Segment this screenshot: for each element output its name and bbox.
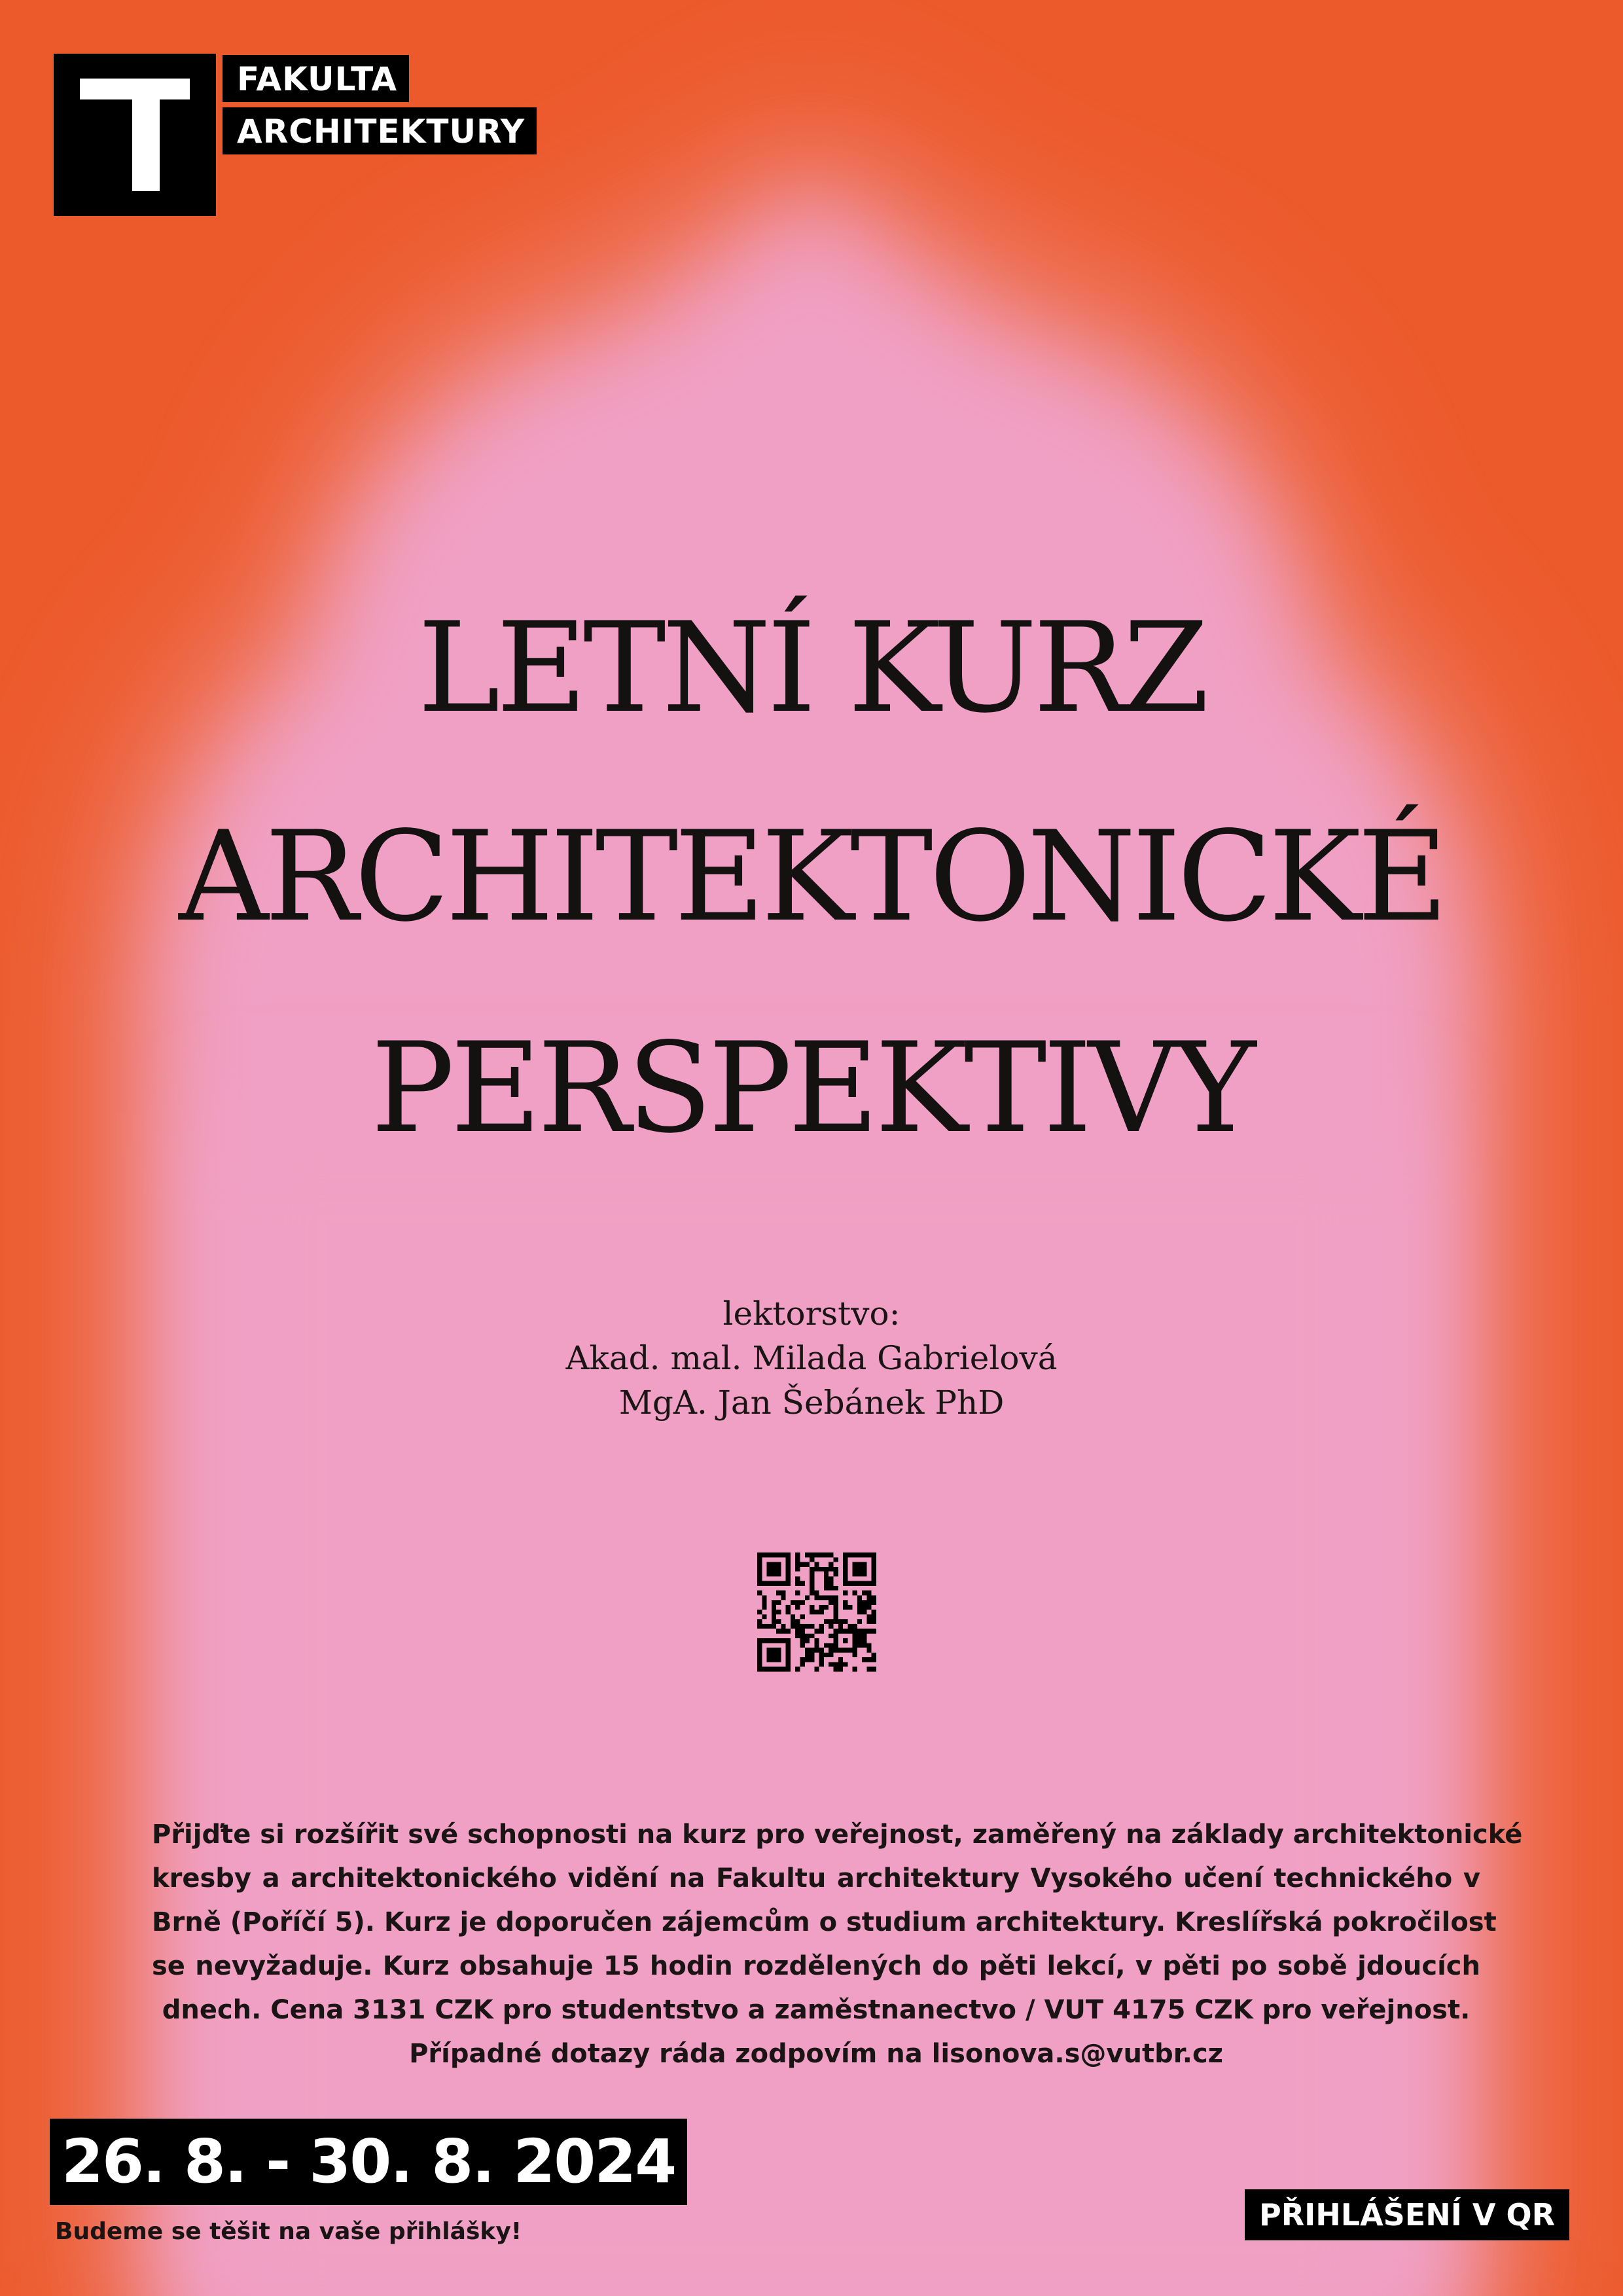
description-line: se nevyžaduje. Kurz obsahuje 15 hodin rozdělených do pěti lekcí, v pěti po sobě jdoucích: [152, 1945, 1480, 1988]
title-line-1: LETNÍ KURZ: [0, 606, 1623, 730]
lecturers-label: lektorstvo:: [0, 1297, 1623, 1330]
description-line: kresby a architektonického vidění na Fakultu architektury Vysokého učení technického v: [152, 1857, 1480, 1901]
register-via-qr-label: PŘIHLÁŠENÍ V QR: [1245, 2189, 1569, 2240]
description-line: Přijďte si rozšířit své schopnosti na kurz pro veřejnost, zaměřený na základy architektonické: [152, 1813, 1480, 1857]
lecturer-name-2: MgA. Jan Šebánek PhD: [0, 1386, 1623, 1419]
logo-text-fakulta: FAKULTA: [223, 55, 409, 102]
title-line-2: ARCHITEKTONICKÉ: [0, 815, 1623, 939]
description-line: Brně (Poříčí 5). Kurz je doporučen zájemcům o studium architektury. Kreslířská pokročilost: [152, 1901, 1480, 1945]
lecturer-name-1: Akad. mal. Milada Gabrielová: [0, 1342, 1623, 1374]
course-dates: 26. 8. - 30. 8. 2024: [50, 2119, 687, 2205]
description-line-contact: Případné dotazy ráda zodpovím na lisonova.s@vutbr.cz: [152, 2032, 1480, 2076]
description-line: dnech. Cena 3131 CZK pro studentstvo a zaměstnanectvo / VUT 4175 CZK pro veřejnost.: [152, 1988, 1480, 2032]
tagline: Budeme se těšit na vaše přihlášky!: [55, 2220, 522, 2244]
title-line-3: PERSPEKTIVY: [0, 1026, 1623, 1151]
logo-text-architektury: ARCHITEKTURY: [223, 107, 537, 154]
